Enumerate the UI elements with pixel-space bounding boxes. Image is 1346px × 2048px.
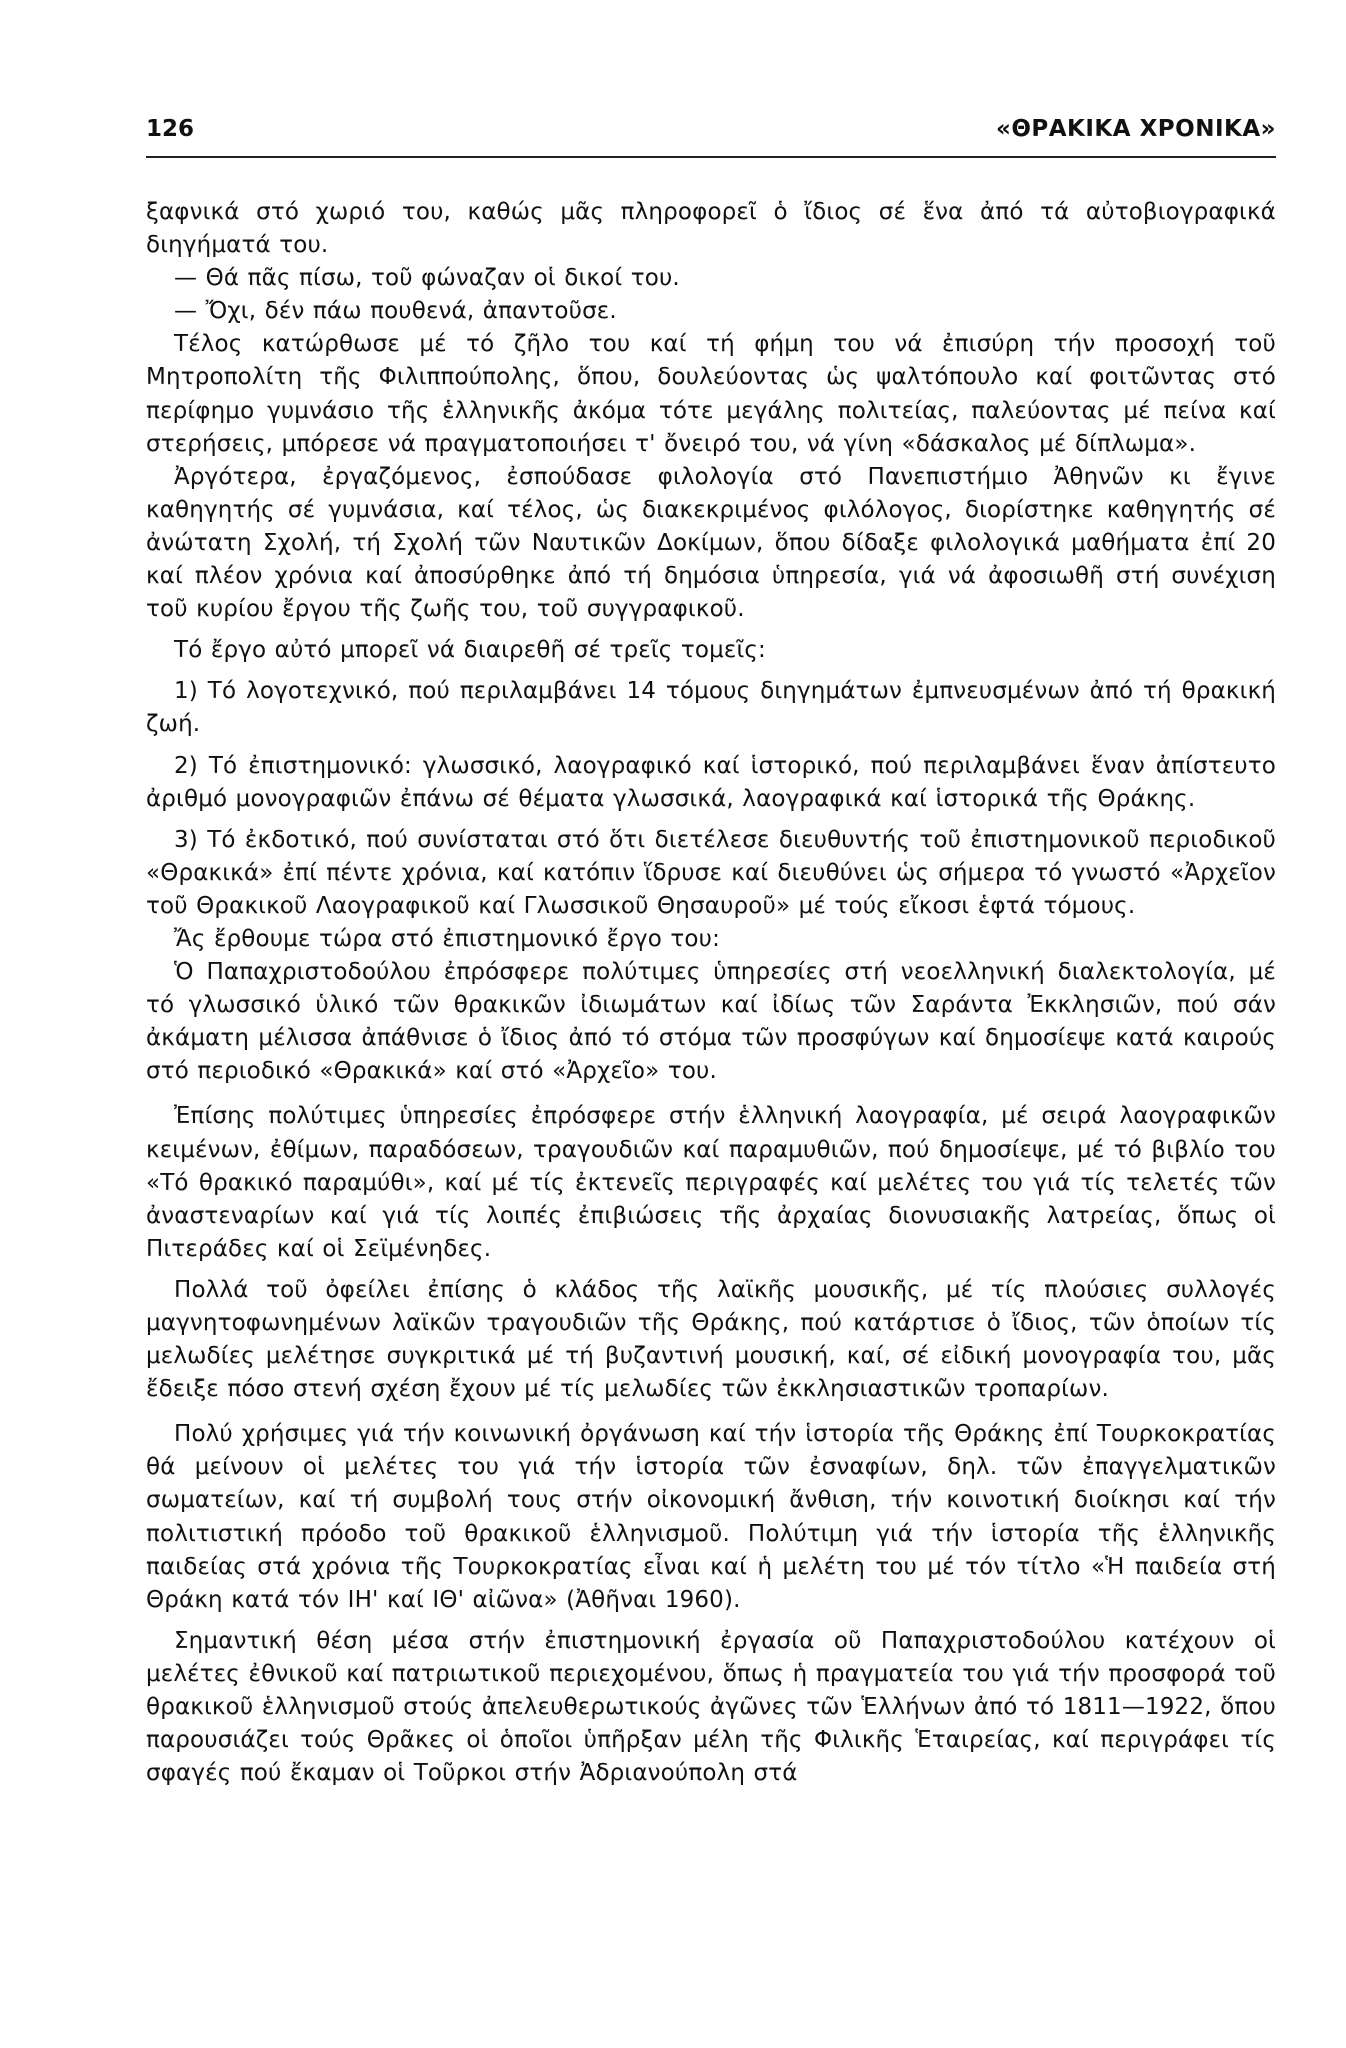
list-item-1: 1) Τό λογοτεχνικό, πού περιλαμβάνει 14 τόμους διηγημάτων ἐμπνευσμένων ἀπό τή θρακική ζωή. [146, 678, 1276, 738]
list-item-2: 2) Τό ἐπιστημονικό: γλωσσικό, λαογραφικό καί ἱστορικό, πού περιλαμβάνει ἕναν ἀπίστευτο ἀριθμό μονογραφιῶν ἐπάνω σέ θέματα γλωσσικά, λαογραφικά καί ἱστορικά τῆς Θράκης. [146, 752, 1276, 812]
paragraph-7: Ἐπίσης πολύτιμες ὑπηρεσίες ἐπρόσφερε στήν ἑλληνική λαογραφία, μέ σειρά λαογραφικῶν κειμένων, ἐθίμων, παραδόσεων, τραγουδιῶν καί παραμυθιῶν, πού δημοσίεψε, μέ τό βιβλίο του «Τό θρακικό παραμύθι», καί μέ τίς ἐκτενεῖς περιγραφές καί μελέτες του γιά τίς τελετές τῶν ἀναστεναρίων καί γιά τίς λοιπές ἐπιβιώσεις τῆς ἀρχαίας διονυσιακῆς λατρείας, ὅπως οἱ Πιτεράδες καί οἱ Σεϊμένηδες. [146, 1103, 1276, 1262]
paragraph-5: Ἄς ἔρθουμε τώρα στό ἐπιστημονικό ἔργο του: [174, 925, 720, 952]
paragraph-6: Ὁ Παπαχριστοδούλου ἐπρόσφερε πολύτιμες ὑπηρεσίες στή νεοελληνική διαλεκτολογία, μέ τό γλωσσικό ὑλικό τῶν θρακικῶν ἰδιωμάτων καί ἰδίως τῶν Σαράντα Ἐκκλησιῶν, πού σάν ἀκάματη μέλισσα ἀπάθνισε ὁ ἴδιος ἀπό τό στόμα τῶν προσφύγων καί δημοσίεψε κατά καιρούς στό περιοδικό «Θρακικά» καί στό «Ἀρχεῖο» του. [146, 959, 1276, 1085]
paragraph-2: Τέλος κατώρθωσε μέ τό ζῆλο του καί τή φήμη του νά ἐπισύρη τήν προσοχή τοῦ Μητροπολίτη τῆς Φιλιππούπολης, ὅπου, δουλεύοντας ὡς ψαλτόπουλο καί φοιτῶντας στό περίφημο γυμνάσιο τῆς ἑλληνικῆς ἀκόμα τότε μεγάλης πολιτείας, παλεύοντας μέ πείνα καί στερήσεις, μπόρεσε νά πραγματοποιήσει τ' ὄνειρό του, νά γίνη «δάσκαλος μέ δίπλωμα». [146, 331, 1276, 457]
paragraph-4: Τό ἔργο αὐτό μπορεῖ νά διαιρεθῆ σέ τρεῖς τομεῖς: [174, 637, 766, 664]
paragraph-8: Πολλά τοῦ ὀφείλει ἐπίσης ὁ κλάδος τῆς λαϊκῆς μουσικῆς, μέ τίς πλούσιες συλλογές μαγνητοφωνημένων λαϊκῶν τραγουδιῶν τῆς Θράκης, πού κατάρτισε ὁ ἴδιος, τῶν ὁποίων τίς μελωδίες μελέτησε συγκριτικά μέ τή βυζαντινή μουσική, καί, σέ εἰδική μονογραφία του, μᾶς ἔδειξε πόσο στενή σχέση ἔχουν μέ τίς μελωδίες τῶν ἐκκλησιαστικῶν τροπαρίων. [146, 1276, 1276, 1403]
dialogue-line-2: — Ὄχι, δέν πάω πουθενά, ἀπαντοῦσε. [174, 298, 617, 325]
paragraph-10: Σημαντική θέση μέσα στήν ἐπιστημονική ἐργασία οῦ Παπαχριστοδούλου κατέχουν οἱ μελέτες ἐθνικοῦ καί πατριωτικοῦ περιεχομένου, ὅπως ἡ πραγματεία του γιά τήν προσφορά τοῦ θρακικοῦ ἑλληνισμοῦ στούς ἀπελευθερωτικούς ἀγῶνες τῶν Ἑλλήνων ἀπό τό 1811—1922, ὅπου παρουσιάζει τούς Θρᾶκες οἱ ὁποῖοι ὑπῆρξαν μέλη τῆς Φιλικῆς Ἑταιρείας, καί περιγράφει τίς σφαγές πού ἔκαμαν οἱ Τοῦρκοι στήν Ἀδριανούπολη στά [146, 1627, 1276, 1787]
page-header [146, 116, 1276, 158]
dialogue-line-1: — Θά πᾶς πίσω, τοῦ φώναζαν οἱ δικοί του. [174, 265, 680, 292]
list-item-3: 3) Τό ἐκδοτικό, πού συνίσταται στό ὅτι διετέλεσε διευθυντής τοῦ ἐπιστημονικοῦ περιοδικοῦ «Θρακικά» ἐπί πέντε χρόνια, καί κατόπιν ἵδρυσε καί διευθύνει ὡς σήμερα τό γνωστό «Ἀρχεῖον τοῦ Θρακικοῦ Λαογραφικοῦ καί Γλωσσικοῦ Θησαυροῦ» μέ τούς εἴκοσι ἑφτά τόμους. [146, 826, 1276, 919]
body-text [146, 196, 1276, 1790]
paragraph-3: Ἀργότερα, ἐργαζόμενος, ἐσπούδασε φιλολογία στό Πανεπιστήμιο Ἀθηνῶν κι ἔγινε καθηγητής σέ γυμνάσια, καί τέλος, ὡς διακεκριμένος φιλόλογος, διορίστηκε καθηγητής σέ ἀνώτατη Σχολή, τή Σχολή τῶν Ναυτικῶν Δοκίμων, ὅπου δίδαξε φιλολογικά μαθήματα ἐπί 20 καί πλέον χρόνια καί ἀποσύρθηκε ἀπό τή δημόσια ὑπηρεσία, γιά νά ἀφοσιωθῆ στή συνέχιση τοῦ κυρίου ἔργου τῆς ζωῆς του, τοῦ συγγραφικοῦ. [146, 463, 1276, 623]
paragraph-9: Πολύ χρήσιμες γιά τήν κοινωνική ὀργάνωση καί τήν ἱστορία τῆς Θράκης ἐπί Τουρκοκρατίας θά μείνουν οἱ μελέτες του γιά τήν ἱστορία τῶν ἐσναφίων, δηλ. τῶν ἐπαγγελματικῶν σωματείων, καί τή συμβολή τους στήν οἰκονομική ἄνθιση, τήν κοινοτική διοίκησι καί τήν πολιτιστική πρόοδο τοῦ θρακικοῦ ἑλληνισμοῦ. Πολύτιμη γιά τήν ἱστορία τῆς ἑλληνικῆς παιδείας στά χρόνια τῆς Τουρκοκρατίας εἶναι καί ἡ μελέτη του μέ τόν τίτλο «Ἡ παιδεία στή Θράκη κατά τόν ΙΗ' καί ΙΘ' αἰῶνα» (Ἀθῆναι 1960). [146, 1421, 1276, 1613]
paragraph-1: ξαφνικά στό χωριό του, καθώς μᾶς πληροφορεῖ ὁ ἴδιος σέ ἕνα ἀπό τά αὐτοβιογραφικά διηγήματά του. [146, 199, 1276, 259]
running-title: «ΘΡΑΚΙΚΑ ΧΡΟΝΙΚΑ» [995, 116, 1276, 142]
page-number: 126 [146, 116, 195, 142]
